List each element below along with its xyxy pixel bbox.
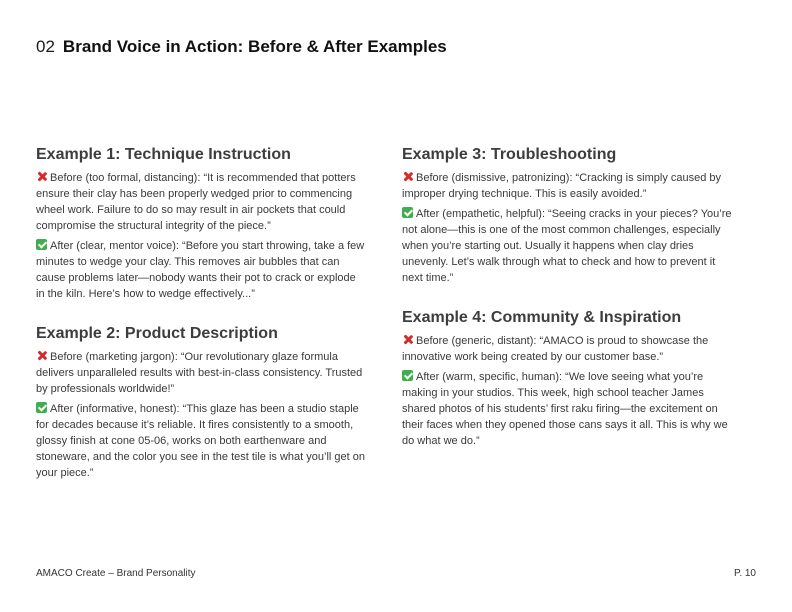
example-1 [36, 145, 366, 302]
after-text: After (clear, mentor voice): “Before you start throwing, take a few minutes to wedge your clay. This removes air bubbles that can cause problems later—nobody wants their pot to crack or explode in the kiln. Here’s how to wedge effectively...” [36, 240, 365, 300]
after-text: After (empathetic, helpful): “Seeing cracks in your pieces? You’re not alone—this is one of the most common challenges, especially when you’re starting out. Usually it happens when clay dries unevenly. Let’s walk through what to check and how to prevent it next time.” [402, 208, 732, 284]
before-paragraph [402, 333, 732, 365]
green-check-icon [402, 370, 413, 381]
page-header [36, 37, 447, 57]
before-text: Before (generic, distant): “AMACO is proud to showcase the innovative work being created by our customer base.” [402, 335, 709, 363]
before-paragraph [36, 349, 366, 397]
red-cross-icon [36, 350, 47, 361]
red-cross-icon [402, 171, 413, 182]
example-heading: Example 3: Troubleshooting [402, 146, 617, 163]
before-text: Before (marketing jargon): “Our revolutionary glaze formula delivers unparalleled results with best-in-class consistency. Trusted by professionals worldwide!” [36, 351, 363, 395]
green-check-icon [36, 402, 47, 413]
after-paragraph [36, 401, 366, 481]
after-text: After (warm, specific, human): “We love seeing what you’re making in your studios. This week, high school teacher James shared photos of his students’ first raku firing—the excitement on their faces when they opened those cans says it all. This is why we do what we do.” [402, 371, 728, 447]
green-check-icon [36, 239, 47, 250]
red-cross-icon [36, 171, 47, 182]
green-check-icon [402, 207, 413, 218]
page-title: Brand Voice in Action: Before & After Examples [62, 37, 447, 56]
example-2 [36, 324, 366, 481]
before-paragraph [402, 170, 732, 202]
after-text: After (informative, honest): “This glaze has been a studio staple for decades because it’s reliable. It fires consistently to a smooth, glossy finish at cone 05-06, works on both earthenware and stoneware, and the color you see in the test tile is what you’ll get on your piece.” [36, 403, 365, 479]
red-cross-icon [402, 334, 413, 345]
before-paragraph [36, 170, 366, 234]
example-4 [402, 308, 732, 449]
left-column [36, 145, 366, 503]
example-heading: Example 2: Product Description [36, 325, 278, 342]
after-paragraph [402, 369, 732, 449]
before-text: Before (too formal, distancing): “It is recommended that potters ensure their clay has been properly wedged prior to commencing wheel work. Failure to do so may result in air pockets that could compromise the structural integrity of the piece.” [36, 172, 356, 232]
right-column [402, 145, 732, 471]
footer-document-title: AMACO Create – Brand Personality [36, 568, 196, 579]
before-text: Before (dismissive, patronizing): “Cracking is simply caused by improper drying technique. This is easily avoided.” [402, 172, 722, 200]
after-paragraph [36, 238, 366, 302]
section-number: 02 [36, 37, 55, 56]
after-paragraph [402, 206, 732, 286]
example-heading: Example 4: Community & Inspiration [402, 309, 682, 326]
footer-page-number: P. 10 [733, 568, 756, 579]
example-3 [402, 145, 732, 286]
example-heading: Example 1: Technique Instruction [36, 146, 291, 163]
